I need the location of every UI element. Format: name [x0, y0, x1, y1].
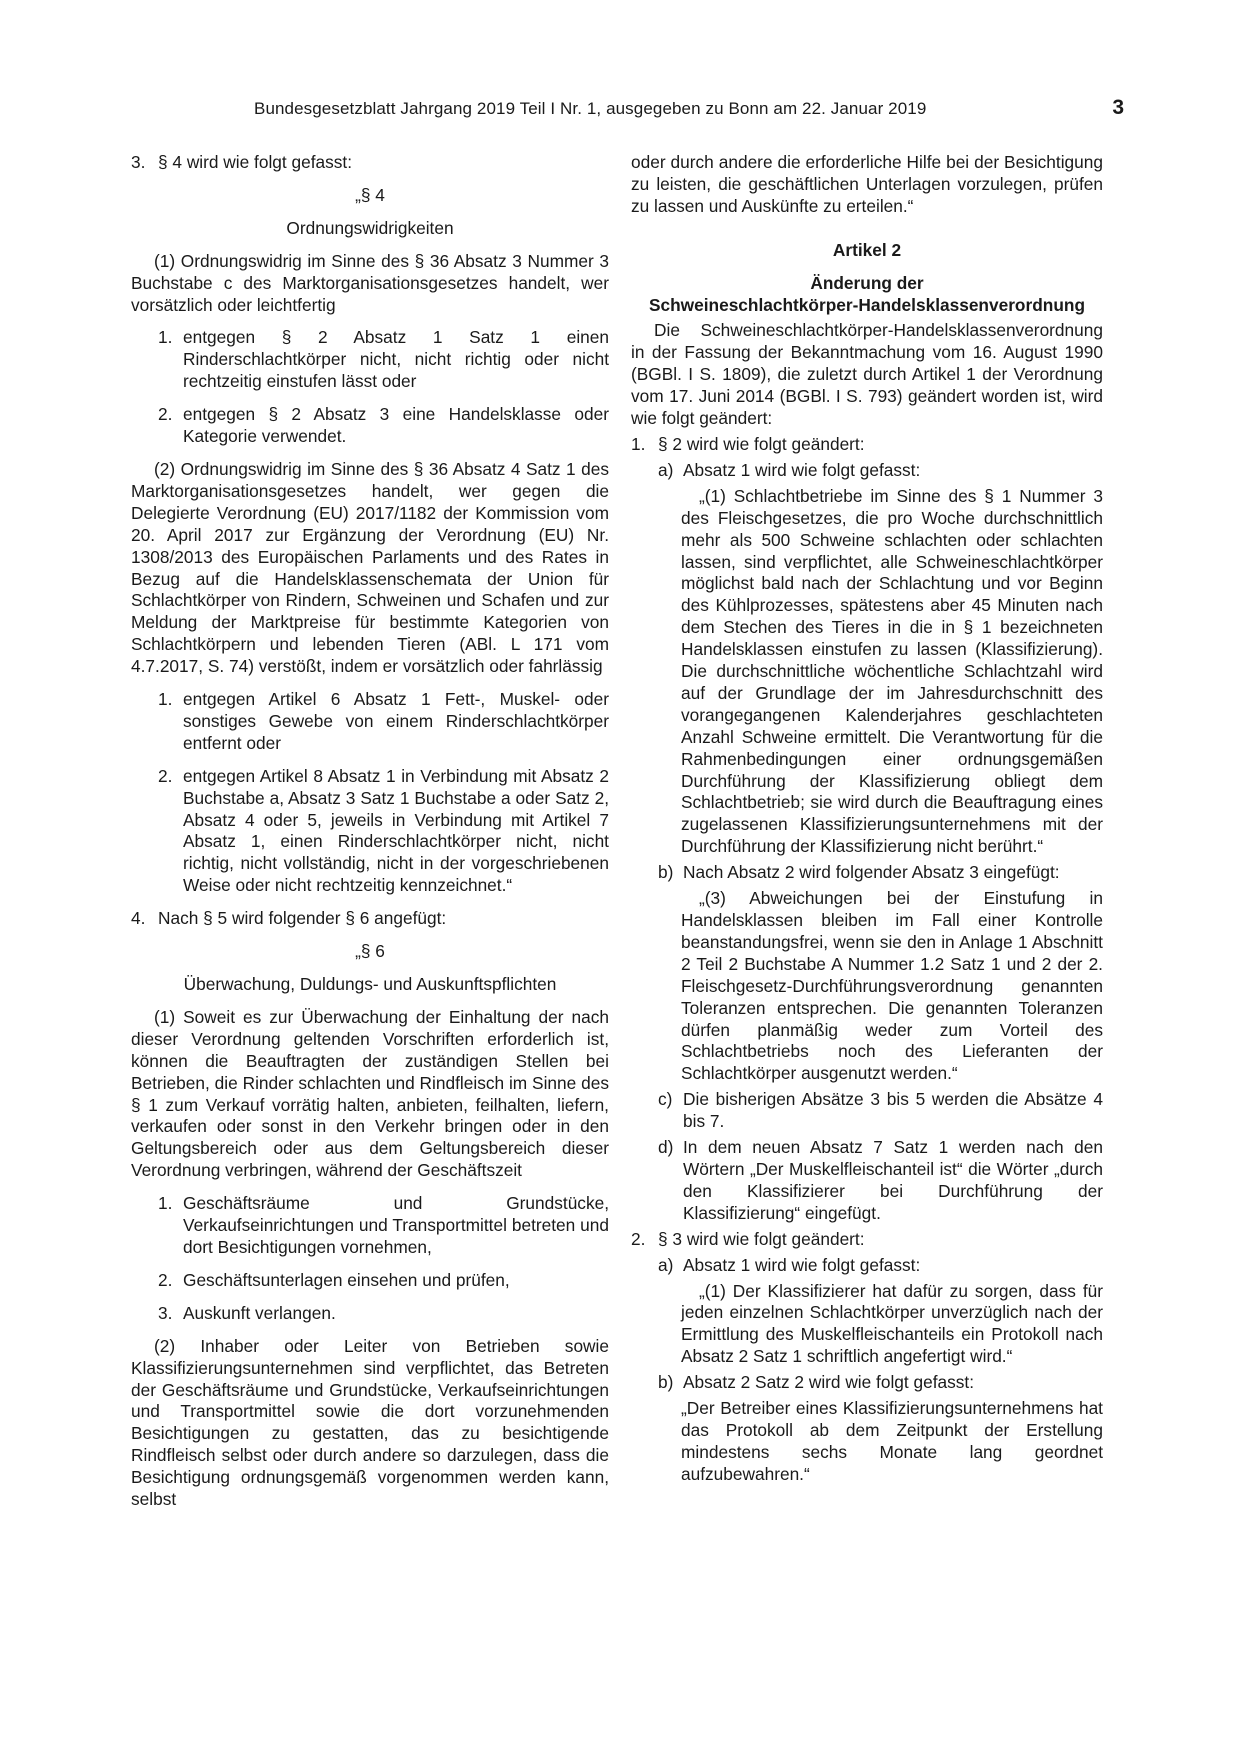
sub-item-letter: c)	[658, 1089, 673, 1110]
sub-item-text: Absatz 1 wird wie folgt gefasst:	[683, 1254, 921, 1275]
sub-item-b	[658, 1372, 1103, 1394]
list-item	[158, 327, 609, 393]
sub-item-letter: b)	[658, 862, 674, 883]
section-heading-6: „§ 6	[355, 941, 385, 962]
item-number: 1.	[631, 433, 646, 454]
section-6-abs-2: (2) Inhaber oder Leiter von Betrieben sowie Klassifizierungsunternehmen sind verpflichtet, das Betreten der Geschäftsräume und Grundstücke, Verkaufseinrichtungen und Transportmittel sowie die dort vorzunehmenden Besichtigungen zu gestatten, das zu besichtigende Rindfleisch selbst oder durch andere so darzulegen, dass die Besichtigung ordnungsgemäß vorgenommen werden kann, selbst	[131, 1335, 609, 1510]
sub-item-letter: b)	[658, 1372, 674, 1393]
sub-item-text: In dem neuen Absatz 7 Satz 1 werden nach den Wörtern „Der Muskelfleischanteil ist“ die Wörter „durch den Klassifizierer bei Durchführung der Klassifizierung“ eingefügt.	[683, 1137, 1103, 1223]
running-title: Bundesgesetzblatt Jahrgang 2019 Teil I Nr. 1, ausgegeben zu Bonn am 22. Januar 2019	[254, 99, 927, 118]
list-number: 1.	[158, 689, 173, 710]
sub-item-a	[658, 460, 1103, 482]
item-number: 3.	[131, 152, 146, 172]
section-title-4: Ordnungswidrigkeiten	[286, 217, 454, 238]
list-text: entgegen Artikel 6 Absatz 1 Fett-, Muskel- oder sonstiges Gewebe von einem Rinderschlachtkörper entfernt oder	[183, 689, 609, 753]
section-6-abs-1: (1) Soweit es zur Überwachung der Einhaltung der nach dieser Verordnung geltenden Vorschriften erforderlich ist, können die Beauftragten der zuständigen Stellen bei Betrieben, die Rinder schlachten und Rindfleisch im Sinne des § 1 zum Verkauf vorrätig halten, anbieten, feilhalten, liefern, verkaufen oder sonst in den Verkehr bringen oder in den Geltungsbereich oder aus dem Geltungsbereich dieser Verordnung verbringen, während der Geschäftszeit	[131, 1006, 609, 1181]
list-text: Geschäftsräume und Grundstücke, Verkaufseinrichtungen und Transportmittel betreten und dort Besichtigungen vornehmen,	[183, 1193, 609, 1257]
list-item	[158, 404, 609, 448]
list-number: 3.	[158, 1302, 173, 1323]
sub-item-text: Absatz 2 Satz 2 wird wie folgt gefasst:	[683, 1372, 975, 1393]
list-item	[158, 689, 609, 755]
list-text: Geschäftsunterlagen einsehen und prüfen,	[183, 1269, 510, 1290]
list-number: 2.	[158, 404, 173, 425]
sub-item-letter: d)	[658, 1137, 674, 1158]
sub-item-text: Absatz 1 wird wie folgt gefasst:	[683, 459, 921, 480]
quoted-amendment: „Der Betreiber eines Klassifizierungsunternehmens hat das Protokoll ab dem Zeitpunkt der Erstellung mindestens sechs Monate lang geordnet aufzubewahren.“	[681, 1398, 1103, 1484]
list-number: 1.	[158, 1193, 173, 1214]
list-item	[158, 1193, 609, 1259]
article-intro: Die Schweineschlachtkörper-Handelsklassenverordnung in der Fassung der Bekanntmachung vom 16. August 1990 (BGBl. I S. 1809), die zuletzt durch Artikel 1 der Verordnung vom 17. Juni 2014 (BGBl. I S. 793) geändert worden ist, wird wie folgt geändert:	[631, 320, 1103, 429]
quoted-amendment: „(1) Der Klassifizierer hat dafür zu sorgen, dass für jeden einzelnen Schlachtkörper unverzüglich nach der Ermittlung des Muskelfleischanteils ein Protokoll nach Absatz 2 Satz 1 schriftlich angefertigt wird.“	[681, 1280, 1103, 1367]
section-heading-4: „§ 4	[355, 184, 385, 205]
article-title-line-2: Schweineschlachtkörper-Handelsklassenverordnung	[648, 294, 1085, 315]
list-item	[158, 766, 609, 897]
item-number: 2.	[631, 1228, 646, 1249]
section-6-abs-2-continued: oder durch andere die erforderliche Hilfe bei der Besichtigung zu leisten, die geschäftlichen Unterlagen vorzulegen, prüfen zu lassen und Auskünfte zu erteilen.“	[631, 152, 1103, 216]
list-number: 2.	[158, 1269, 173, 1290]
item-number: 4.	[131, 908, 146, 929]
sub-item-a	[658, 1255, 1103, 1277]
item-text: § 2 wird wie folgt geändert:	[658, 433, 865, 454]
sub-item-b	[658, 862, 1103, 884]
sub-item-letter: a)	[658, 459, 674, 480]
item-text: § 4 wird wie folgt gefasst:	[158, 152, 353, 172]
quoted-amendment: „(3) Abweichungen bei der Einstufung in Handelsklassen bleiben im Fall einer Kontrolle beanstandungsfrei, wenn sie den in Anlage 1 Abschnitt 2 Teil 2 Buchstabe A Nummer 1.2 Satz 1 und 2 der 2. Fleischgesetz-Durchführungsverordnung genannten Toleranzen entsprechen. Die genannten Toleranzen dürfen planmäßig weder zum Vorteil des Schlachtbetriebs noch des Lieferanten der Schlachtkörper ausgenutzt werden.“	[681, 888, 1103, 1084]
list-number: 2.	[158, 765, 173, 786]
article-label: Artikel 2	[832, 239, 902, 260]
quoted-amendment: „(1) Schlachtbetriebe im Sinne des § 1 Nummer 3 des Fleischgesetzes, die pro Woche durchschnittlich mehr als 500 Schweine schlachten oder schlachten lassen, sind verpflichtet, alle Schweineschlachtkörper möglichst bald nach der Schlachtung und vor Beginn des Kühlprozesses, spätestens aber 45 Minuten nach dem Stechen des Tieres in die in § 1 bezeichneten Handelsklassen einstufen zu lassen (Klassifizierung). Die durchschnittliche wöchentliche Schlachtzahl wird auf der Grundlage der im Jahresdurchschnitt des vorangegangenen Kalenderjahres geschlachteten Anzahl Schweine ermittelt. Die Verantwortung für die Rahmenbedingungen einer ordnungsgemäßen Durchführung der Klassifizierung obliegt dem Schlachtbetrieb; sie wird durch die Beauftragung eines zugelassenen Klassifizierungsunternehmens mit der Durchführung der Klassifizierung nicht berührt.“	[681, 485, 1103, 857]
list-item	[158, 1303, 609, 1325]
amendment-item-1	[631, 434, 1103, 456]
amendment-item-2	[631, 1229, 1103, 1251]
section-4-abs-1: (1) Ordnungswidrig im Sinne des § 36 Absatz 3 Nummer 3 Buchstabe c des Marktorganisationsgesetzes handelt, wer vorsätzlich oder leichtfertig	[131, 250, 609, 315]
sub-item-text: Die bisherigen Absätze 3 bis 5 werden die Absätze 4 bis 7.	[683, 1089, 1103, 1132]
list-number: 1.	[158, 327, 173, 348]
list-text: entgegen § 2 Absatz 3 eine Handelsklasse oder Kategorie verwendet.	[183, 404, 609, 447]
page-number: 3	[1112, 96, 1124, 119]
list-text: entgegen Artikel 8 Absatz 1 in Verbindung mit Absatz 2 Buchstabe a, Absatz 3 Satz 1 Buchstabe a oder Satz 2, Absatz 4 oder 5, jeweils in Verbindung mit Artikel 7 Absatz 1, einen Rinderschlachtkörper nicht, nicht richtig, nicht vollständig, nicht in der vorgeschriebenen Weise oder nicht rechtzeitig kennzeichnet.“	[183, 765, 609, 896]
amendment-item-4	[131, 908, 609, 930]
sub-item-letter: a)	[658, 1254, 674, 1275]
sub-item-text: Nach Absatz 2 wird folgender Absatz 3 eingefügt:	[683, 862, 1060, 883]
item-text: § 3 wird wie folgt geändert:	[658, 1228, 865, 1249]
sub-item-d	[658, 1137, 1103, 1225]
list-text: entgegen § 2 Absatz 1 Satz 1 einen Rinderschlachtkörper nicht, nicht richtig oder nicht rechtzeitig einstufen lässt oder	[183, 327, 609, 392]
list-text: Auskunft verlangen.	[183, 1302, 336, 1323]
running-header	[254, 96, 1124, 123]
sub-item-c	[658, 1089, 1103, 1133]
left-column	[131, 152, 609, 1511]
item-text: Nach § 5 wird folgender § 6 angefügt:	[158, 908, 447, 929]
amendment-item-3	[131, 152, 609, 174]
right-column	[631, 152, 1103, 1486]
section-title-6: Überwachung, Duldungs- und Auskunftspflichten	[183, 974, 557, 994]
list-item	[158, 1270, 609, 1292]
section-4-abs-2: (2) Ordnungswidrig im Sinne des § 36 Absatz 4 Satz 1 des Marktorganisationsgesetzes handelt, wer gegen die Delegierte Verordnung (EU) 2017/1182 der Kommission vom 20. April 2017 zur Ergänzung der Verordnung (EU) Nr. 1308/2013 des Europäischen Parlaments und des Rates in Bezug auf die Handelsklassenschemata der Union für Schlachtkörper von Rindern, Schweinen und Schafen und zur Meldung der Marktpreise für bestimmte Kategorien von Schlachtkörpern und lebenden Tieren (ABl. L 171 vom 4.7.2017, S. 74) verstößt, indem er vorsätzlich oder fahrlässig	[131, 458, 609, 677]
article-title-line-1: Änderung der	[810, 272, 924, 293]
